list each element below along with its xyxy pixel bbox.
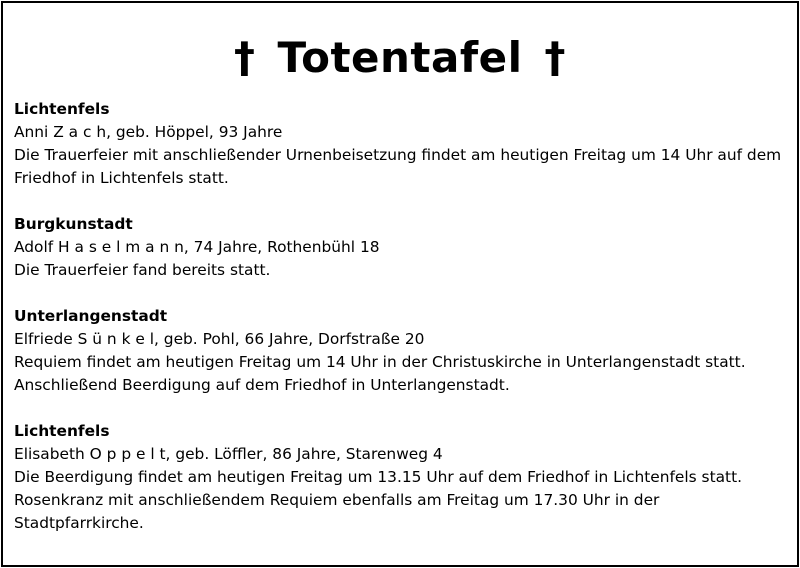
cross-icon: † [544,33,566,82]
place-heading: Lichtenfels [14,100,110,118]
deceased-info: Adolf H a s e l m a n n, 74 Jahre, Rothenbühl 18 [14,238,380,256]
obituary-entry [14,305,792,397]
obituary-entry [14,420,792,535]
deceased-info: Anni Z a c h, geb. Höppel, 93 Jahre [14,123,283,141]
place-heading: Unterlangenstadt [14,307,168,325]
deceased-info: Elisabeth O p p e l t, geb. Löffler, 86 Jahre, Starenweg 4 [14,445,443,463]
obituary-list [14,98,792,535]
service-info: Die Beerdigung findet am heutigen Freitag um 13.15 Uhr auf dem Friedhof in Lichtenfels statt. Rosenkranz mit anschließendem Requiem ebenfalls am Freitag um 17.30 Uhr in der Stadtpfarrkirche. [14,468,742,532]
place-heading: Lichtenfels [14,422,110,440]
service-info: Die Trauerfeier mit anschließender Urnenbeisetzung findet am heutigen Freitag um 14 Uhr auf dem Friedhof in Lichtenfels statt. [14,146,782,187]
obituary-entry [14,213,792,282]
page-title: Totentafel [277,33,523,82]
obituary-entry [14,98,792,190]
service-info: Requiem findet am heutigen Freitag um 14 Uhr in der Christuskirche in Unterlangenstadt statt. Anschließend Beerdigung auf dem Friedhof in Unterlangenstadt. [14,353,746,394]
deceased-info: Elfriede S ü n k e l, geb. Pohl, 66 Jahre, Dorfstraße 20 [14,330,425,348]
page-header [0,30,800,86]
place-heading: Burgkunstadt [14,215,133,233]
service-info: Die Trauerfeier fand bereits statt. [14,261,271,279]
cross-icon: † [234,33,256,82]
